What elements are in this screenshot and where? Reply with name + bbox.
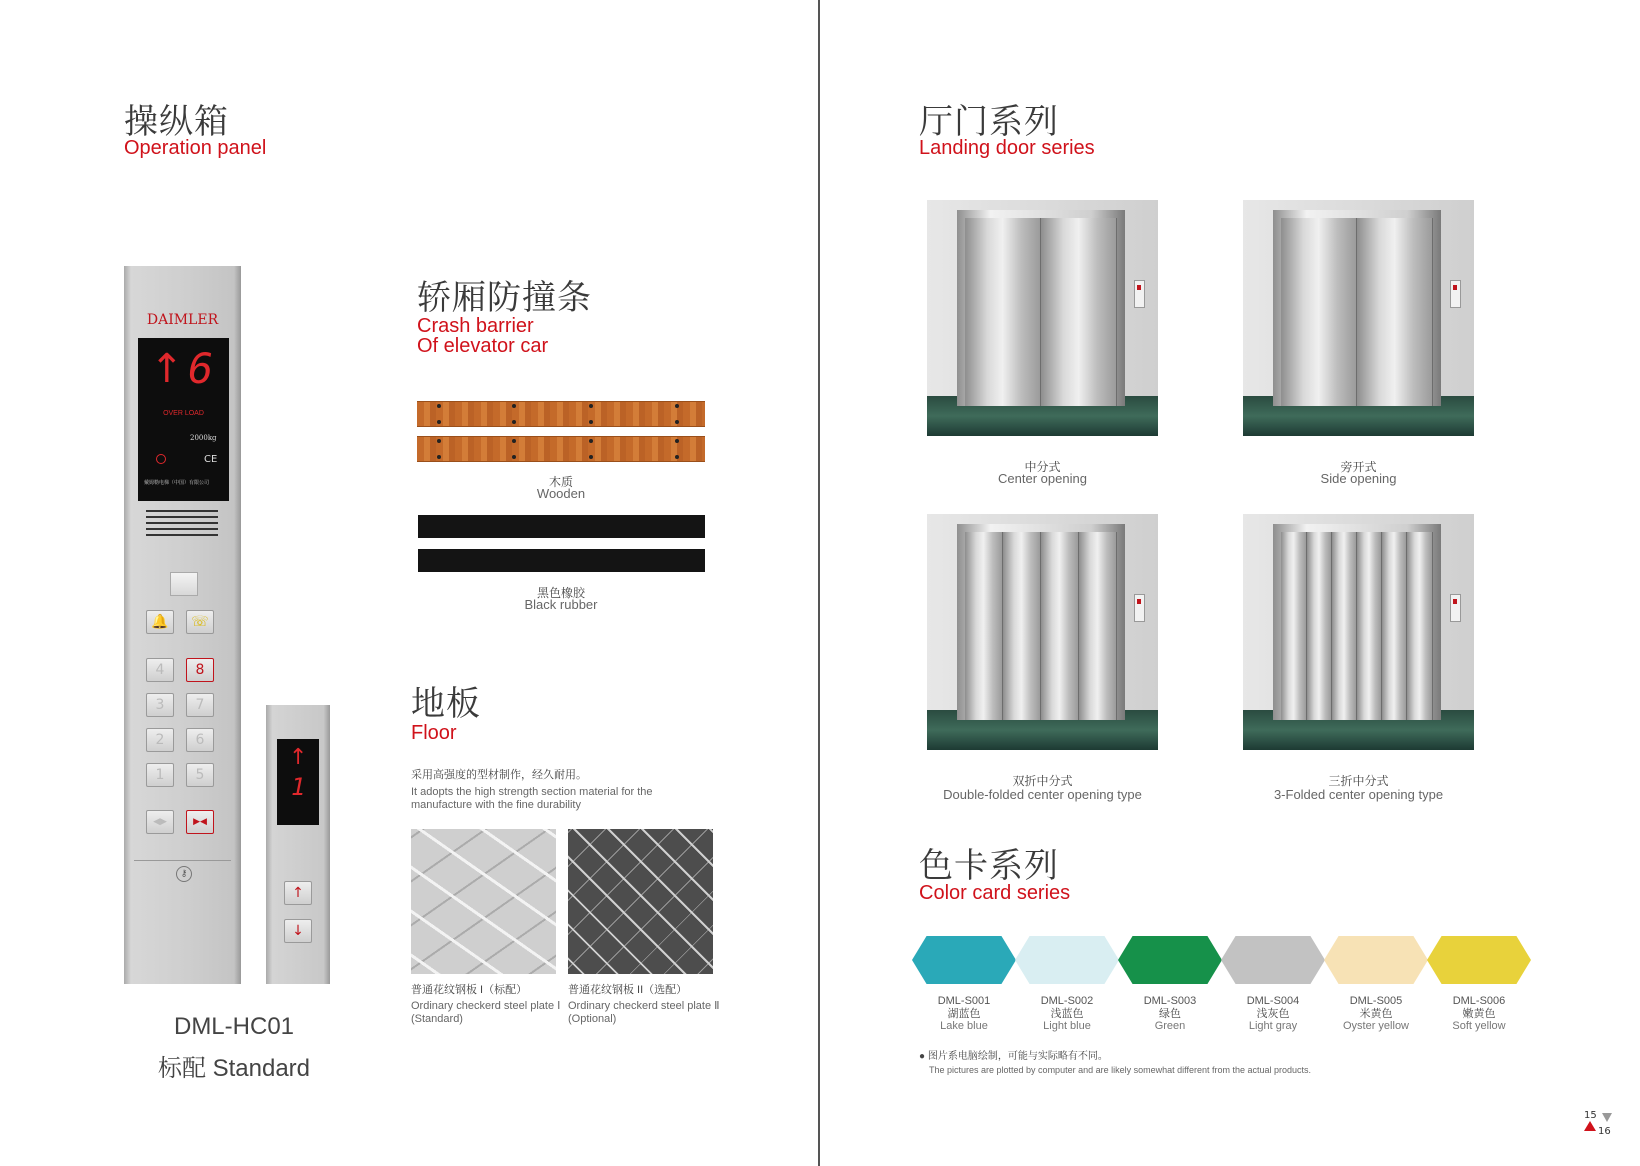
door-leaf <box>1357 532 1382 720</box>
page-number-right: 16 <box>1598 1126 1611 1137</box>
door-caption-en: Center opening <box>998 471 1087 486</box>
screw-dot <box>675 420 679 424</box>
hall-floor-number: 1 <box>291 773 306 801</box>
color-swatch <box>1015 936 1119 984</box>
screw-dot <box>675 455 679 459</box>
door-close-icon[interactable]: ▶◀ <box>186 810 214 834</box>
color-card-code: DML-S006 <box>1452 995 1506 1007</box>
call-button-box <box>1450 594 1461 622</box>
side-opening-door-image <box>1243 200 1474 436</box>
color-swatch <box>1221 936 1325 984</box>
door-caption-cn: 中分式 <box>1024 460 1061 474</box>
crash-barrier-title-en-1: Crash barrier <box>417 315 534 337</box>
color-card-title-en: Color card series <box>919 882 1071 904</box>
door-leaf <box>1307 532 1332 720</box>
up-arrow-icon <box>1584 1121 1596 1131</box>
door-leaf <box>1041 218 1117 406</box>
door-caption-en: Double-folded center opening type <box>943 787 1142 802</box>
door-leaf <box>1281 532 1307 720</box>
screw-dot <box>675 404 679 408</box>
door-leaf <box>1281 218 1357 406</box>
door-leaf <box>965 218 1041 406</box>
screw-dot <box>675 439 679 443</box>
alarm-bell-icon[interactable]: 🔔 <box>146 610 174 634</box>
key-switch-icon: ⚷ <box>176 866 192 882</box>
screw-dot <box>589 420 593 424</box>
door-leaf <box>1407 532 1433 720</box>
screw-dot <box>437 439 441 443</box>
color-card-cn: 米黄色 <box>1359 1007 1393 1020</box>
hall-up-arrow-icon: ↑ <box>289 745 308 770</box>
brand-logo: DAIMLER <box>146 312 219 328</box>
color-card-en: Oyster yellow <box>1342 1020 1410 1032</box>
color-card-en: Soft yellow <box>1452 1020 1506 1032</box>
plate2-caption-en-2: (Optional) <box>568 1013 617 1025</box>
steel-plate-standard-image <box>411 829 556 974</box>
plate2-caption-en-1: Ordinary checkerd steel plate Ⅱ <box>568 1000 720 1012</box>
color-card-cn: 湖蓝色 <box>947 1007 981 1020</box>
color-card-code: DML-S004 <box>1246 995 1300 1007</box>
floor-button-3[interactable]: 3 <box>146 693 174 717</box>
door-caption-cn: 三折中分式 <box>1328 774 1389 788</box>
panel-divider <box>134 860 231 861</box>
floor-desc-en-2: manufacture with the fine durability <box>411 799 581 811</box>
color-card-en: Light blue <box>1043 1020 1091 1032</box>
color-card-code: DML-S003 <box>1143 995 1197 1007</box>
door-leaf <box>1357 218 1433 406</box>
camera-window <box>170 572 198 596</box>
door-caption-en: Side opening <box>1320 471 1397 486</box>
hall-down-button[interactable]: ↓ <box>284 919 312 943</box>
floor-number: 6 <box>188 344 214 393</box>
floor-title-cn: 地板 <box>411 684 481 724</box>
model-number: DML-HC01 <box>173 1013 295 1040</box>
door-opening <box>965 532 1117 720</box>
door-leaf <box>1079 532 1117 720</box>
page-number-left: 15 <box>1584 1110 1597 1121</box>
black-rubber-strip <box>418 549 705 572</box>
color-card-code: DML-S001 <box>937 995 991 1007</box>
note-en: The pictures are plotted by computer and are likely somewhat different from the actual products. <box>929 1065 1312 1075</box>
door-leaf <box>1332 532 1357 720</box>
company-name: 戴姆勒电梯（中国）有限公司 <box>144 480 210 486</box>
center-opening-door-image <box>927 200 1158 436</box>
floor-title-en: Floor <box>411 722 457 744</box>
screw-dot <box>589 404 593 408</box>
plate1-caption-cn: 普通花纹钢板 I（标配） <box>411 984 528 996</box>
note-cn: ● 图片系电脑绘制，可能与实际略有不同。 <box>919 1051 1108 1062</box>
screw-dot <box>512 455 516 459</box>
color-swatch <box>1324 936 1428 984</box>
steel-plate-optional-image <box>568 829 713 974</box>
color-card-title-cn: 色卡系列 <box>919 846 1059 886</box>
floor-button-5[interactable]: 5 <box>186 763 214 787</box>
rubber-caption-en: Black rubber <box>524 597 598 612</box>
screw-dot <box>589 455 593 459</box>
landing-door-title-cn: 厅门系列 <box>919 102 1059 142</box>
floor-button-7[interactable]: 7 <box>186 693 214 717</box>
screw-dot <box>512 404 516 408</box>
color-card-code: DML-S005 <box>1349 995 1403 1007</box>
crash-barrier-title-en-2: Of elevator car <box>417 335 549 357</box>
call-button-box <box>1134 594 1145 622</box>
cop-display <box>138 338 229 501</box>
door-leaf <box>1382 532 1407 720</box>
operation-panel-title-cn: 操纵箱 <box>124 102 229 142</box>
door-leaf <box>1041 532 1079 720</box>
color-card-en: Light gray <box>1248 1020 1298 1032</box>
door-caption-en: 3-Folded center opening type <box>1273 787 1444 802</box>
floor-button-4[interactable]: 4 <box>146 658 174 682</box>
floor-button-6[interactable]: 6 <box>186 728 214 752</box>
screw-dot <box>437 404 441 408</box>
phone-icon[interactable]: ☏ <box>186 610 214 634</box>
company-logo-icon <box>156 454 166 464</box>
plate2-caption-cn: 普通花纹钢板 II（选配） <box>568 984 688 996</box>
wooden-barrier-strip <box>417 436 705 462</box>
door-leaf <box>965 532 1003 720</box>
wooden-caption-cn: 木质 <box>548 475 573 489</box>
screw-dot <box>437 420 441 424</box>
plate1-caption-en-1: Ordinary checkerd steel plate Ⅰ <box>411 1000 561 1012</box>
floor-button-2[interactable]: 2 <box>146 728 174 752</box>
black-rubber-strip <box>418 515 705 538</box>
standard-label: 标配 Standard <box>157 1055 311 1082</box>
screw-dot <box>512 420 516 424</box>
color-swatch <box>1118 936 1222 984</box>
plate1-caption-en-2: (Standard) <box>411 1013 463 1025</box>
operation-panel-title-en: Operation panel <box>124 137 267 159</box>
color-card-cn: 嫩黄色 <box>1462 1007 1496 1020</box>
landing-door-title-en: Landing door series <box>919 137 1095 159</box>
wooden-barrier-strip <box>417 401 705 427</box>
floor-button-8[interactable]: 8 <box>186 658 214 682</box>
note-cn-text: 图片系电脑绘制，可能与实际略有不同。 <box>927 1051 1108 1062</box>
ce-mark: CE <box>204 454 218 465</box>
double-folded-door-image <box>927 514 1158 750</box>
color-swatch <box>1427 936 1531 984</box>
capacity-label: 2000kg <box>190 434 217 442</box>
color-card-cn: 浅蓝色 <box>1050 1007 1084 1020</box>
up-arrow-icon: ↑ <box>150 346 184 392</box>
floor-desc-cn: 采用高强度的型材制作，经久耐用。 <box>411 769 587 781</box>
screw-dot <box>512 439 516 443</box>
door-opening <box>965 218 1117 406</box>
door-caption-cn: 旁开式 <box>1340 460 1377 474</box>
floor-desc-en-1: It adopts the high strength section material for the <box>411 786 653 798</box>
door-caption-cn: 双折中分式 <box>1012 774 1073 788</box>
color-card-cn: 绿色 <box>1159 1007 1181 1020</box>
hall-display <box>277 739 319 825</box>
down-arrow-icon <box>1602 1113 1612 1122</box>
door-open-icon[interactable]: ◀▶ <box>146 810 174 834</box>
three-folded-door-image <box>1243 514 1474 750</box>
door-opening <box>1281 218 1433 406</box>
screw-dot <box>437 455 441 459</box>
color-card-en: Lake blue <box>940 1020 988 1032</box>
door-opening <box>1281 532 1433 720</box>
call-button-box <box>1450 280 1461 308</box>
hall-up-button[interactable]: ↑ <box>284 881 312 905</box>
crash-barrier-title-cn: 轿厢防撞条 <box>417 278 592 318</box>
call-button-box <box>1134 280 1145 308</box>
color-card-en: Green <box>1154 1020 1186 1032</box>
floor-button-1[interactable]: 1 <box>146 763 174 787</box>
color-card-code: DML-S002 <box>1040 995 1094 1007</box>
wooden-caption-en: Wooden <box>536 486 586 501</box>
operation-panel-image <box>124 266 241 984</box>
door-leaf <box>1003 532 1041 720</box>
hall-call-panel-image <box>266 705 330 984</box>
rubber-caption-cn: 黑色橡胶 <box>536 586 585 600</box>
color-swatch <box>912 936 1016 984</box>
screw-dot <box>589 439 593 443</box>
speaker-grille <box>146 510 218 538</box>
color-card-cn: 浅灰色 <box>1256 1007 1290 1020</box>
page-spine <box>818 0 820 1166</box>
overload-label: OVER LOAD <box>163 410 204 417</box>
